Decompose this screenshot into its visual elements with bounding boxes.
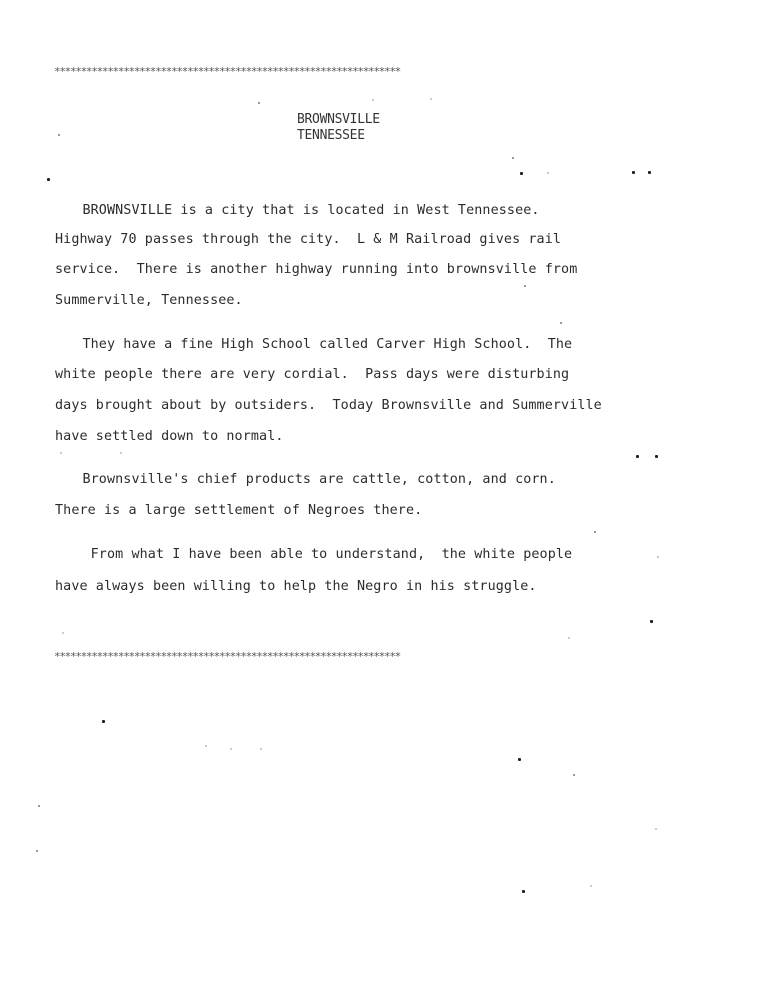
body-line: service. There is another highway running into brownsville from: [55, 262, 578, 277]
scan-speck: [657, 556, 659, 558]
heading-state: TENNESSEE: [297, 128, 365, 143]
scan-speck: [518, 758, 521, 761]
scan-speck: [260, 748, 262, 750]
body-line: white people there are very cordial. Pass days were disturbing: [55, 367, 570, 382]
scan-speck: [594, 531, 596, 533]
top-edge-dashes: [0, 0, 285, 5]
scan-speck: [102, 720, 105, 723]
scan-speck: [648, 171, 651, 174]
scan-speck: [520, 172, 523, 175]
body-line: BROWNSVILLE is a city that is located in West Tennessee.: [58, 203, 540, 218]
body-line: Summerville, Tennessee.: [55, 293, 243, 308]
scan-speck: [524, 285, 526, 287]
scan-speck: [560, 322, 562, 324]
body-line: days brought about by outsiders. Today Brownsville and Summerville: [55, 398, 602, 413]
scan-speck: [430, 98, 432, 100]
body-line: have settled down to normal.: [55, 429, 284, 444]
scan-speck: [205, 745, 207, 747]
scan-speck: [655, 828, 657, 830]
scan-speck: [636, 455, 639, 458]
body-line: From what I have been able to understand, the white people: [58, 547, 573, 562]
scan-speck: [258, 102, 260, 104]
scan-speck: [60, 452, 62, 454]
bottom-asterisk-rule: *****************************************************************: [54, 650, 400, 663]
scan-speck: [650, 620, 653, 623]
scan-speck: [590, 885, 592, 887]
scan-speck: [47, 178, 50, 181]
scan-speck: [58, 134, 60, 136]
scan-speck: [655, 455, 658, 458]
scan-speck: [62, 632, 64, 634]
scan-speck: [568, 637, 570, 639]
scan-speck: [512, 157, 514, 159]
body-line: They have a fine High School called Carver High School. The: [58, 337, 573, 352]
scan-speck: [573, 774, 575, 776]
scan-speck: [38, 805, 40, 807]
body-line: have always been willing to help the Negro in his struggle.: [55, 579, 537, 594]
body-line: Brownsville's chief products are cattle, cotton, and corn.: [58, 472, 556, 487]
top-asterisk-rule: *****************************************************************: [54, 65, 400, 78]
body-line: Highway 70 passes through the city. L & M Railroad gives rail: [55, 232, 562, 247]
body-line: There is a large settlement of Negroes there.: [55, 503, 423, 518]
scan-speck: [372, 99, 374, 101]
scan-speck: [547, 172, 549, 174]
scan-speck: [36, 850, 38, 852]
scan-speck: [230, 748, 232, 750]
scan-speck: [120, 452, 122, 454]
heading-city: BROWNSVILLE: [297, 112, 380, 127]
scan-speck: [632, 171, 635, 174]
scan-speck: [522, 890, 525, 893]
